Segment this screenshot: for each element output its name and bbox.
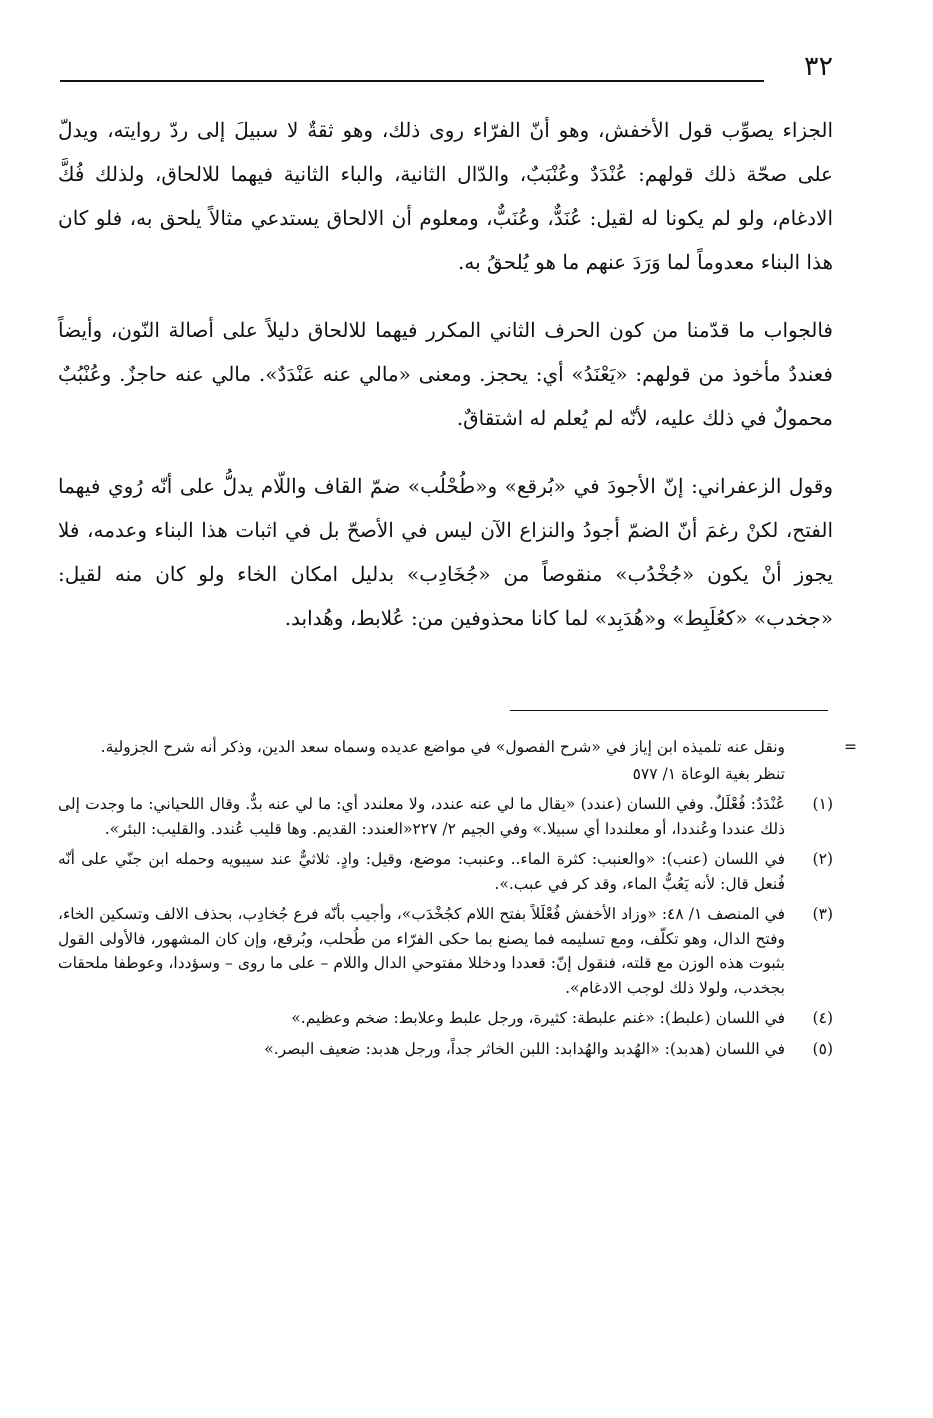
footnote-continuation-text: ونقل عنه تلميذه ابن إياز في «شرح الفصول» في مواضع عديده وسماه سعد الدين، وذكر أنه شرح الجزولية.: [100, 738, 785, 756]
footnote-separator: [510, 710, 828, 711]
footnote-text: في المنصف ١/ ٤٨: «وزاد الأخفش فُعْلَلاً بفتح اللام كجُخْدَب»، وأجيب بأنّه فرع جُخادِب، بحذف الالف وتسكين الخاء، وفتح الدال، وهو تكلّف، ومع تسليمه فما يصنع بما حكى الفرّاء من طُحلب، وبُرقع، وإن كان المشهور، فالأولى القول بثبوت هذه الوزن مع قلته، فنقول إنّ: قعددا ودخللا مفتوحي الدال واللام – على ما روى – وسؤددا، وعوطفا ملحقات بجخدب، ولولا ذلك لوجب الادغام».: [58, 905, 785, 997]
footnote-text: عُنْدَدٌ: فُعْلَلٌ. وفي اللسان (عندد) «يقال ما لي عنه عندد، ولا معلندد أي: ما لي عنه بدٌّ. وقال اللحياني: ما وجدت إلى ذلك عنددا وعُنددا، أو معلنددا أي سبيلا.» وفي الجيم ٢/ ٢٢٧«العندد: القديم. وها قليب عُندد. والقليب: البئر».: [58, 795, 785, 838]
paragraph-1: الجزاء يصوِّب قول الأخفش، وهو أنّ الفرّاء روى ذلك، وهو ثقةٌ لا سبيلَ إلى ردّ روايته، ويدلّ على صحّة ذلك قولهم: عُنْدَدٌ وعُنْبَبٌ، والدّال الثانية، والباء الثانية فيهما للالحاق، ولذلك فُكَّ الادغام، ولو لم يكونا له لقيل: عُنَدٌّ، وعُنَبٌّ، ومعلوم أن الالحاق يستدعي مثالاً يلحق به، فلو كان هذا البناء معدوماً لما وَرَدَ عنهم ما هو يُلحقُ به.: [58, 118, 833, 274]
page-number: ٣٢: [803, 51, 833, 82]
footnote-text: في اللسان (علبط): «غنم علبطة: كثيرة، ورجل علبط وعلابط: ضخم وعظيم.»: [291, 1009, 785, 1027]
footnote-marker: (٢): [812, 850, 833, 868]
footnotes: [58, 735, 857, 1067]
footnote-1: [58, 792, 833, 841]
footnote-5: [58, 1037, 833, 1062]
footnote-marker: (٥): [812, 1039, 833, 1058]
footnote-text: في اللسان (هدبد): «الهُدبد والهُدابد: اللبن الخاثر جداً، ورجل هدبد: ضعيف البصر.»: [264, 1039, 785, 1058]
footnote-marker: (٤): [812, 1009, 833, 1027]
continuation-marker: =: [844, 738, 857, 756]
footnote-text: في اللسان (عنب): «والعنبب: كثرة الماء.. وعنبب: موضع، وقيل: وادٍ. ثلاثيٌّ عند سيبويه وحمله ابن جنّي على أنّه فُنعل قال: لأنه يَعُبُّ الماء، وقد كر في عبب.».: [58, 850, 785, 893]
header-rule: [60, 80, 764, 82]
footnote-4: [58, 1006, 833, 1031]
paragraph-2: فالجواب ما قدّمنا من كون الحرف الثاني المكرر فيهما للالحاق دليلاً على أصالة النّون، وأيضاً فعنددٌ مأخوذ من قولهم: «يَعْنَدُ» أي: يحجز. ومعنى «مالي عنه عَنْدَدٌ». مالي عنه حاجزٌ. وعُنْبُبٌ محمولٌ في ذلك عليه، لأنّه لم يُعلم له اشتقاقٌ.: [58, 318, 833, 430]
footnote-continuation: [58, 735, 857, 760]
footnote-3: [58, 902, 833, 1000]
footnote-source: تنظر بغية الوعاة ١/ ٥٧٧: [632, 764, 785, 783]
main-text: [58, 108, 833, 640]
paragraph-3: وقول الزعفراني: إنّ الأجودَ في «بُرقع» و«طُحْلُب» ضمّ القاف واللّام يدلُّ على أنّه رُوي فيهما الفتح، لكنْ رغمَ أنّ الضمّ أجودُ والنزاع الآن ليس في الأصحّ بل في اثبات هذا البناء وعدمه، فلا يجوز أنْ يكون «جُخْدُب» منقوصاً من «جُخَادِب» بدليل امكان الخاء ولو كان منه لقيل: «جخدب» «كعُلَبِط» و«هُدَبِد» لما كانا محذوفين من: عُلابط، وهُدابد.: [58, 474, 833, 630]
footnote-marker: (١): [812, 795, 833, 813]
footnote-marker: (٣): [812, 905, 833, 923]
footnote-2: [58, 847, 833, 896]
